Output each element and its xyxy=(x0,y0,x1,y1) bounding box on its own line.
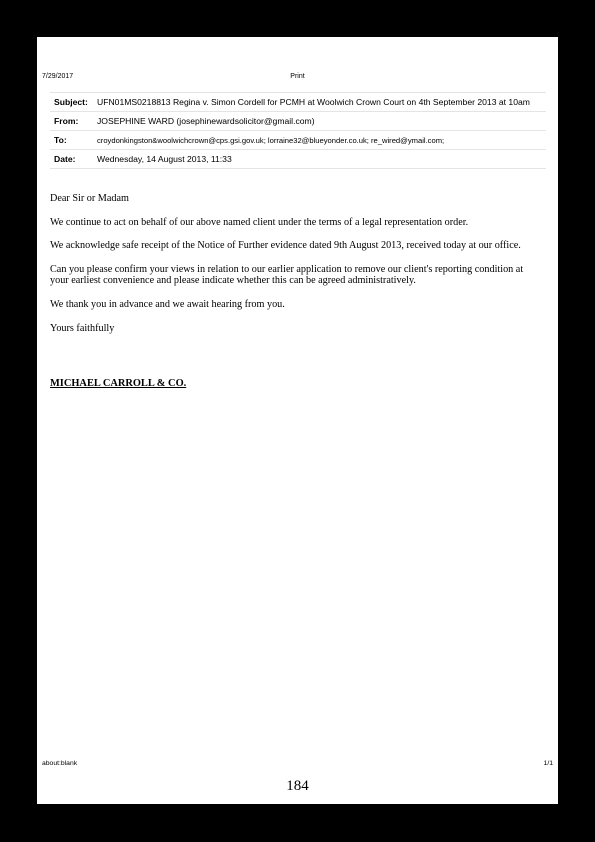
to-row xyxy=(50,131,546,150)
footer-page-count: 1/1 xyxy=(543,760,553,767)
subject-row xyxy=(50,93,546,112)
from-value: JOSEPHINE WARD (josephinewardsolicitor@gmail.com) xyxy=(93,112,546,131)
footer-url: about:blank xyxy=(42,760,78,767)
date-value: Wednesday, 14 August 2013, 11:33 xyxy=(93,150,546,169)
closing: Yours faithfully xyxy=(50,322,115,334)
from-label: From: xyxy=(50,112,93,131)
from-row xyxy=(50,112,546,131)
date-row xyxy=(50,150,546,169)
subject-label: Subject: xyxy=(50,93,93,112)
body-paragraph-2: We acknowledge safe receipt of the Notice of Further evidence dated 9th August 2013, received today at our office. xyxy=(50,240,521,252)
email-body xyxy=(50,193,540,346)
print-header xyxy=(42,73,553,83)
subject-value: UFN01MS0218813 Regina v. Simon Cordell for PCMH at Woolwich Crown Court on 4th September 2013 at 10am xyxy=(93,93,546,112)
print-date: 7/29/2017 xyxy=(42,73,74,80)
to-label: To: xyxy=(50,131,93,150)
date-label: Date: xyxy=(50,150,93,169)
page-number: 184 xyxy=(286,778,309,794)
body-paragraph-3: Can you please confirm your views in relation to our earlier application to remove our client's reporting condition at your earliest convenience and please indicate whether this can be agreed administratively. xyxy=(50,264,524,287)
to-value: croydonkingston&woolwichcrown@cps.gsi.gov.uk; lorraine32@blueyonder.co.uk; re_wired@ymail.com; xyxy=(93,131,546,150)
document-page xyxy=(37,37,558,804)
body-paragraph-1: We continue to act on behalf of our above named client under the terms of a legal representation order. xyxy=(50,216,469,228)
email-header-table xyxy=(50,92,546,169)
signoff-firm-name: MICHAEL CARROLL & CO. xyxy=(50,378,187,389)
print-title: Print xyxy=(290,73,305,80)
salutation: Dear Sir or Madam xyxy=(50,193,129,204)
body-paragraph-4: We thank you in advance and we await hearing from you. xyxy=(50,299,285,311)
